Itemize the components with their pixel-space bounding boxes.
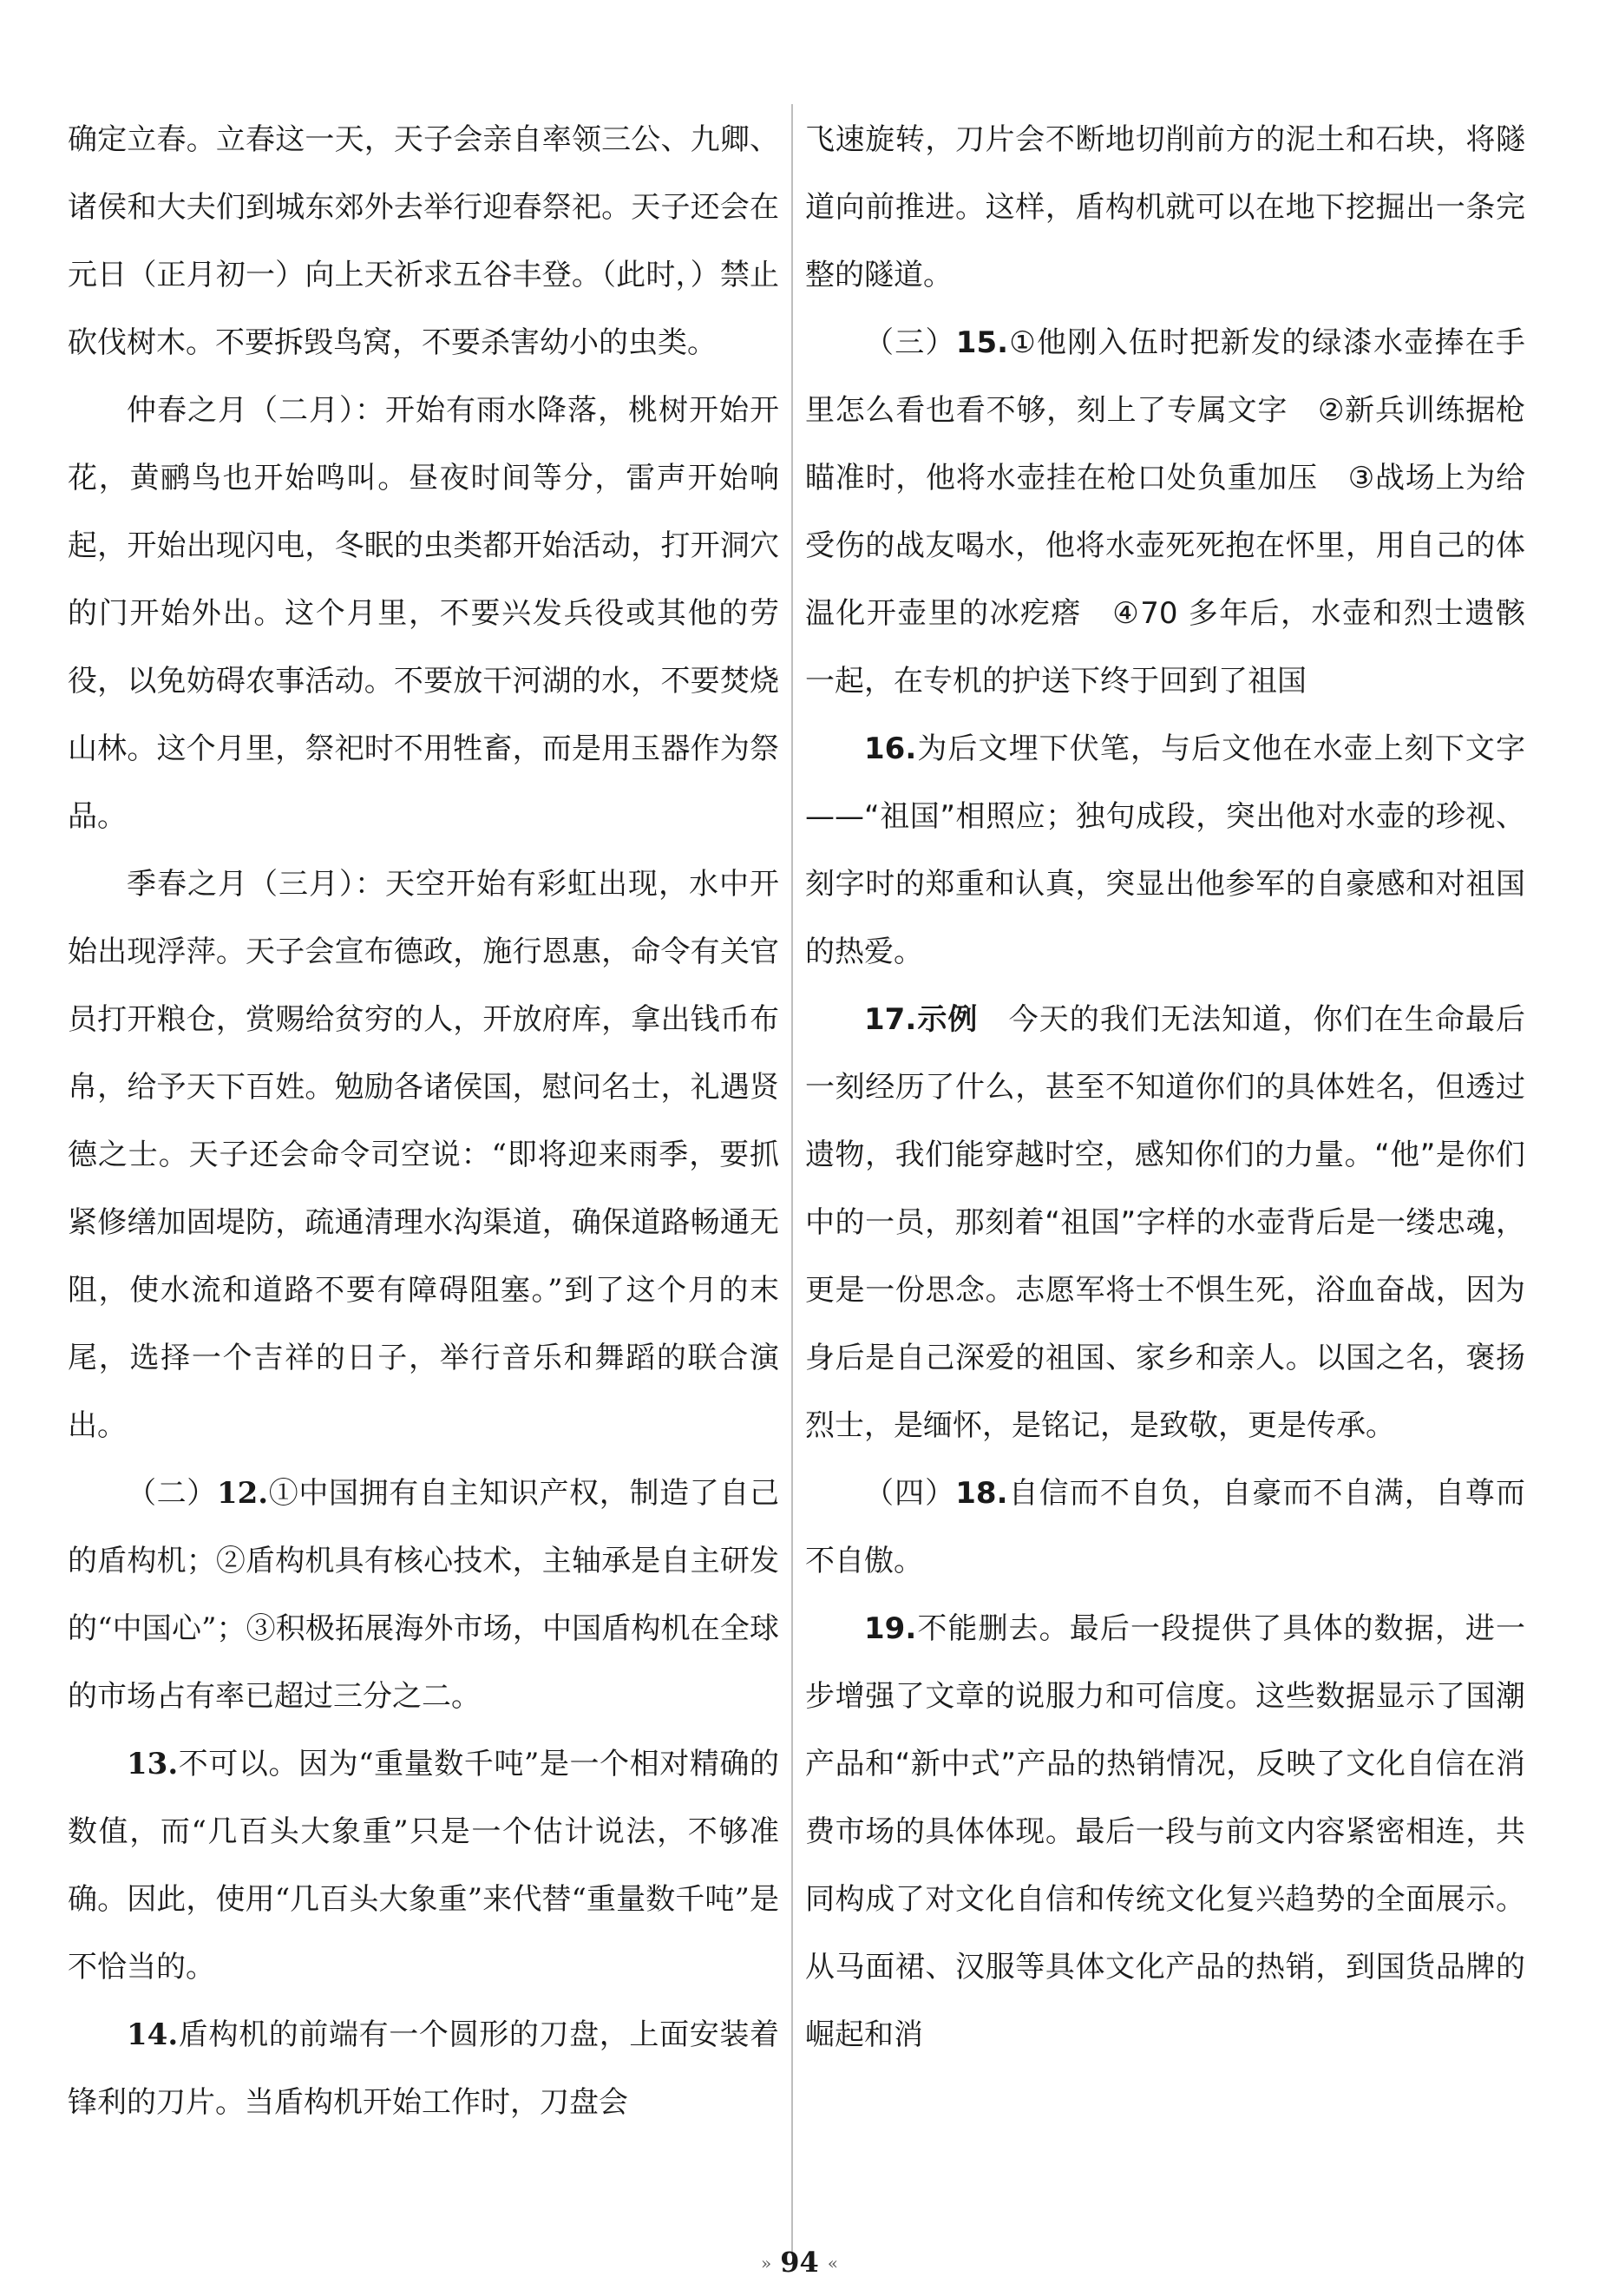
answer-text: 不能删去。最后一段提供了具体的数据，进一步增强了文章的说服力和可信度。这些数据显示了国潮产品和“新中式”产品的热销情况，反映了文化自信在消费市场的具体体现。最后一段与前文内容紧密相连，共同构成了对文化自信和传统文化复兴趋势的全面展示。从马面裙、汉服等具体文化产品的热销，到国货品牌的崛起和消 — [805, 1611, 1525, 2052]
answer-15 — [805, 309, 1525, 715]
question-number: 18. — [955, 1476, 1008, 1511]
question-number: 16. — [864, 731, 917, 766]
answer-text: 不可以。因为“重量数千吨”是一个相对精确的数值，而“几百头大象重”只是一个估计说法，不够准确。因此，使用“几百头大象重”来代替“重量数千吨”是不恰当的。 — [68, 1747, 779, 1984]
right-column — [805, 106, 1525, 2069]
section-label: （二） — [127, 1476, 217, 1511]
answer-text: 为后文埋下伏笔，与后文他在水壶上刻下文字——“祖国”相照应；独句成段，突出他对水壶的珍视、刻字时的郑重和认真，突显出他参军的自豪感和对祖国的热爱。 — [805, 731, 1525, 969]
answer-text: 今天的我们无法知道，你们在生命最后一刻经历了什么，甚至不知道你们的具体姓名，但透过遗物，我们能穿越时空，感知你们的力量。“他”是你们中的一员，那刻着“祖国”字样的水壶背后是一缕忠魂，更是一份思念。志愿军将士不惧生死，浴血奋战，因为身后是自己深爱的祖国、家乡和亲人。以国之名，褒扬烈士，是缅怀，是铭记，是致敬，更是传承。 — [805, 1002, 1525, 1443]
page-number: 94 — [780, 2246, 819, 2279]
left-column — [68, 106, 779, 2136]
answer-14-continued: 飞速旋转，刀片会不断地切削前方的泥土和石块，将隧道向前推进。这样，盾构机就可以在地下挖掘出一条完整的隧道。 — [805, 122, 1525, 292]
question-number: 19. — [864, 1611, 917, 1646]
section-label: （四） — [864, 1476, 956, 1511]
answer-19 — [805, 1595, 1525, 2069]
answer-17 — [805, 986, 1525, 1460]
example-label: 示例 — [916, 1002, 979, 1037]
section-label: （三） — [864, 325, 956, 360]
answer-13 — [68, 1730, 779, 2001]
answer-text: 自信而不自负，自豪而不自满，自尊而不自傲。 — [805, 1476, 1525, 1578]
answer-18 — [805, 1460, 1525, 1595]
answer-text: ①中国拥有自主知识产权，制造了自己的盾构机；②盾构机具有核心技术，主轴承是自主研发的“中国心”；③积极拓展海外市场，中国盾构机在全球的市场占有率已超过三分之二。 — [68, 1476, 780, 1714]
column-divider — [791, 104, 793, 2256]
answer-text: 盾构机的前端有一个圆形的刀盘，上面安装着锋利的刀片。当盾构机开始工作时，刀盘会 — [68, 2017, 779, 2120]
answer-16 — [805, 715, 1525, 986]
answer-paragraph-second-month: 仲春之月（二月）：开始有雨水降落，桃树开始开花，黄鹂鸟也开始鸣叫。昼夜时间等分，雷声开始响起，开始出现闪电，冬眠的虫类都开始活动，打开洞穴的门开始外出。这个月里，不要兴发兵役或其他的劳役，以免妨碍农事活动。不要放干河湖的水，不要焚烧山林。这个月里，祭祀时不用牲畜，而是用玉器作为祭品。 — [68, 393, 779, 834]
question-number: 12. — [216, 1476, 269, 1511]
page-footer — [0, 2246, 1599, 2279]
answer-14 — [68, 2001, 779, 2136]
question-number: 17. — [864, 1002, 917, 1037]
spacer — [979, 1002, 1008, 1037]
question-number: 14. — [127, 2017, 179, 2052]
answer-text: ①他刚入伍时把新发的绿漆水壶捧在手里怎么看也看不够，刻上了专属文字 ②新兵训练据枪瞄准时，他将水壶挂在枪口处负重加压 ③战场上为给受伤的战友喝水，他将水壶死死抱在怀里，用自己的体温化开壶里的冰疙瘩 ④70 多年后，水壶和烈士遗骸一起，在专机的护送下终于回到了祖国 — [805, 325, 1525, 699]
page-deco-right-icon: « — [827, 2253, 839, 2273]
answer-paragraph-third-month: 季春之月（三月）：天空开始有彩虹出现，水中开始出现浮萍。天子会宣布德政，施行恩惠，命令有关官员打开粮仓，赏赐给贫穷的人，开放府库，拿出钱币布帛，给予天下百姓。勉励各诸侯国，慰问名士，礼遇贤德之士。天子还会命令司空说：“即将迎来雨季，要抓紧修缮加固堤防，疏通清理水沟渠道，确保道路畅通无阻，使水流和道路不要有障碍阻塞。”到了这个月的末尾，选择一个吉祥的日子，举行音乐和舞蹈的联合演出。 — [68, 867, 779, 1443]
answer-paragraph-continued: 确定立春。立春这一天，天子会亲自率领三公、九卿、诸侯和大夫们到城东郊外去举行迎春祭祀。天子还会在元日（正月初一）向上天祈求五谷丰登。（此时，）禁止砍伐树木。不要拆毁鸟窝，不要杀害幼小的虫类。 — [68, 122, 779, 360]
question-number: 13. — [127, 1747, 179, 1781]
answer-12 — [68, 1460, 779, 1730]
page-deco-left-icon: » — [760, 2253, 772, 2273]
question-number: 15. — [955, 325, 1009, 360]
